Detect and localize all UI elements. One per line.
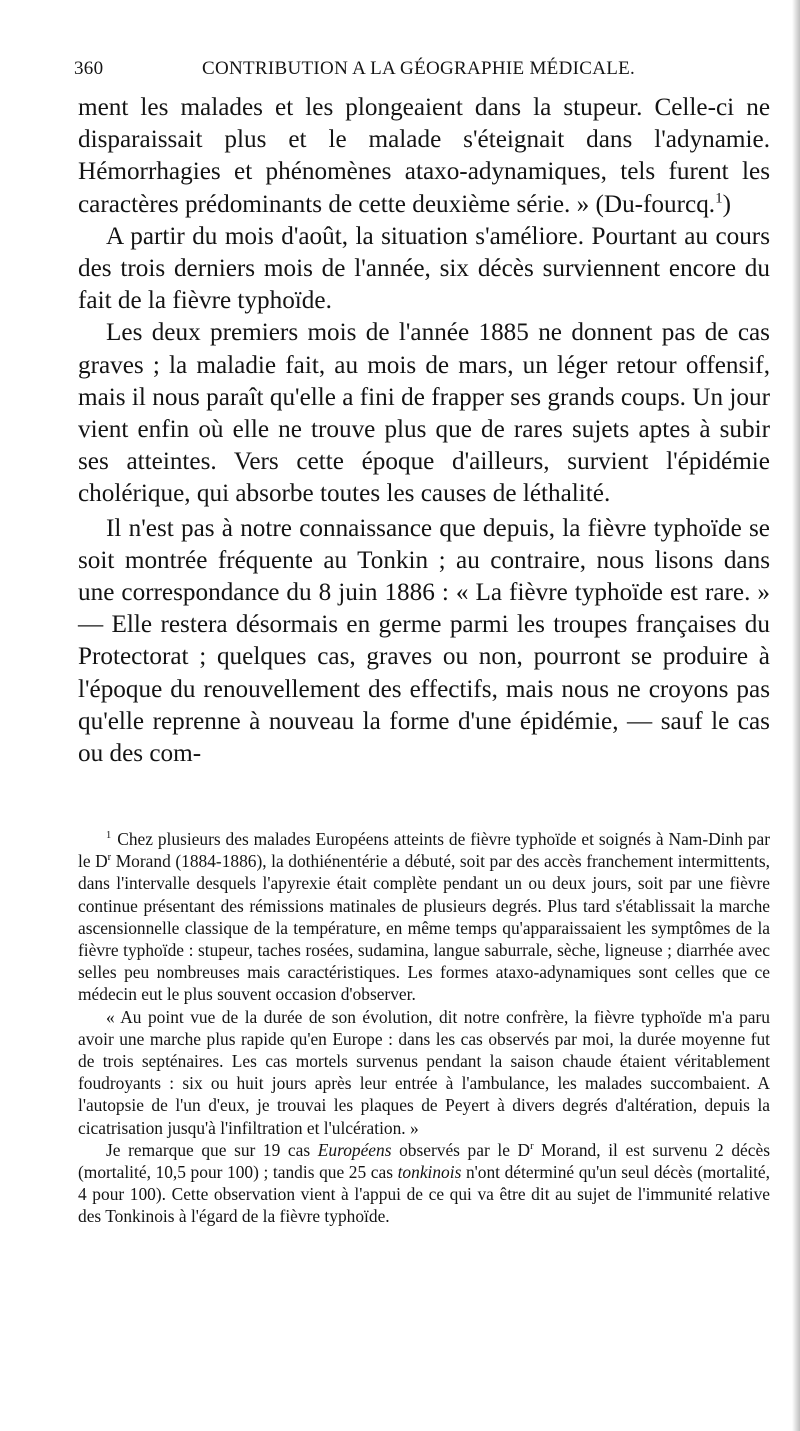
footnote-remark-b: observés par le D <box>391 1139 531 1160</box>
footnote-remark-d: n'ont déterminé qu'un seul décès (mortalité, 4 pour 100). Cette observation vient à l'appui de ce qui va être dit au sujet de l'immunité relative des Tonkinois à l'égard de la fièvre typhoïde. <box>78 1162 771 1227</box>
footnote-quote: « Au point vue de la durée de son évolution, dit notre confrère, la fièvre typhoïde m'a paru avoir une marche plus rapide qu'en Europe : dans les cas observés par moi, la durée moyenne fut de trois septénaires. Les cas mortels survenus pendant la saison chaude étaient véritablement foudroyants : six ou huit jours après leur entrée à l'ambulance, les malades succombaient. A l'autopsie de l'un d'eux, je trouvai les plaques de Peyert à divers degrés d'altération, depuis la cicatrisation jusqu'à l'infiltration et l'ulcération. » <box>78 1006 770 1138</box>
paragraph-2: A partir du mois d'août, la situation s'améliore. Pourtant au cours des trois derniers mois de l'année, six décès surviennent encore du fait de la fièvre typhoïde. <box>78 222 770 315</box>
footnote-remark-a: Je remarque que sur 19 cas <box>106 1139 318 1160</box>
page-number: 360 <box>74 58 104 79</box>
footnote-1-part-b: Morand (1884-1886), la dothiénentérie a débuté, soit par des accès franchement intermittents, dans l'intervalle desquels l'apyrexie était complète pendant un ou deux jours, soit par une fièvre continue présentant des rémissions matinales de plusieurs degrés. Plus tard s'établissait la marche ascensionnelle classique de la température, en même temps qu'apparaissaient les symptômes de la fièvre typhoïde : stupeur, taches rosées, sudamina, langue saburrale, sèche, ligneuse ; diarrhée avec selles peu nombreuses mais caractéristiques. Les formes ataxo-adynamiques sont celles que ce médecin eut le plus souvent occasion d'observer. <box>78 851 770 1005</box>
paragraph-4: Il n'est pas à notre connaissance que depuis, la fièvre typhoïde se soit montrée fréquente au Tonkin ; au contraire, nous lisons dans une correspondance du 8 juin 1886 : « La fièvre typhoïde est rare. » — Elle restera désormais en germe parmi les troupes françaises du Protectorat ; quelques cas, graves ou non, pourront se produire à l'époque du renouvellement des effectifs, mais nous ne croyons pas qu'elle reprenne à nouveau la forme d'une épidémie, — sauf le cas ou des com- <box>78 514 770 768</box>
paragraph-1-text: ment les malades et les plongeaient dans la stupeur. Celle-ci ne disparaissait plus et le malade s'éteignait dans l'adynamie. Hémorrhagies et phénomènes ataxo-adynamiques, tels furent les caractères prédominants de cette deuxième série. » (Du-fourcq. <box>78 94 770 218</box>
footnote-remark-em-2: tonkinois <box>397 1162 462 1183</box>
footnote-1 <box>78 828 770 1006</box>
footnote-remark <box>78 1139 770 1228</box>
page-edge-shadow <box>792 0 800 1431</box>
paragraph-1 <box>78 92 770 221</box>
running-header <box>74 58 770 86</box>
footnote-1-sup: r <box>107 852 112 864</box>
running-title: CONTRIBUTION A LA GÉOGRAPHIE MÉDICALE. <box>202 58 636 79</box>
paragraph-1-end: ) <box>722 190 732 218</box>
footnote-marker: 1 <box>106 830 112 842</box>
footnote-remark-c: Morand, il est survenu 2 décès (mortalité, 10,5 pour 100) ; tandis que 25 cas <box>78 1139 770 1183</box>
footnote-1-part-a: Chez plusieurs des malades Européens atteints de fièvre typhoïde et soignés à Nam-Dinh par le D <box>78 829 770 872</box>
footnote-ref: 1 <box>715 190 723 207</box>
footnote-remark-em-1: Européens <box>317 1139 392 1160</box>
main-text <box>78 92 770 770</box>
paragraph-3: Les deux premiers mois de l'année 1885 ne donnent pas de cas graves ; la maladie fait, au mois de mars, un léger retour offensif, mais il nous paraît qu'elle a fini de frapper ses grands coups. Un jour vient enfin où elle ne trouve plus que de rares sujets aptes à subir ses atteintes. Vers cette époque d'ailleurs, survient l'épidémie cholérique, qui absorbe toutes les causes de léthalité. <box>78 319 770 508</box>
footnotes <box>78 828 770 1228</box>
footnote-remark-sup: r <box>530 1141 534 1153</box>
